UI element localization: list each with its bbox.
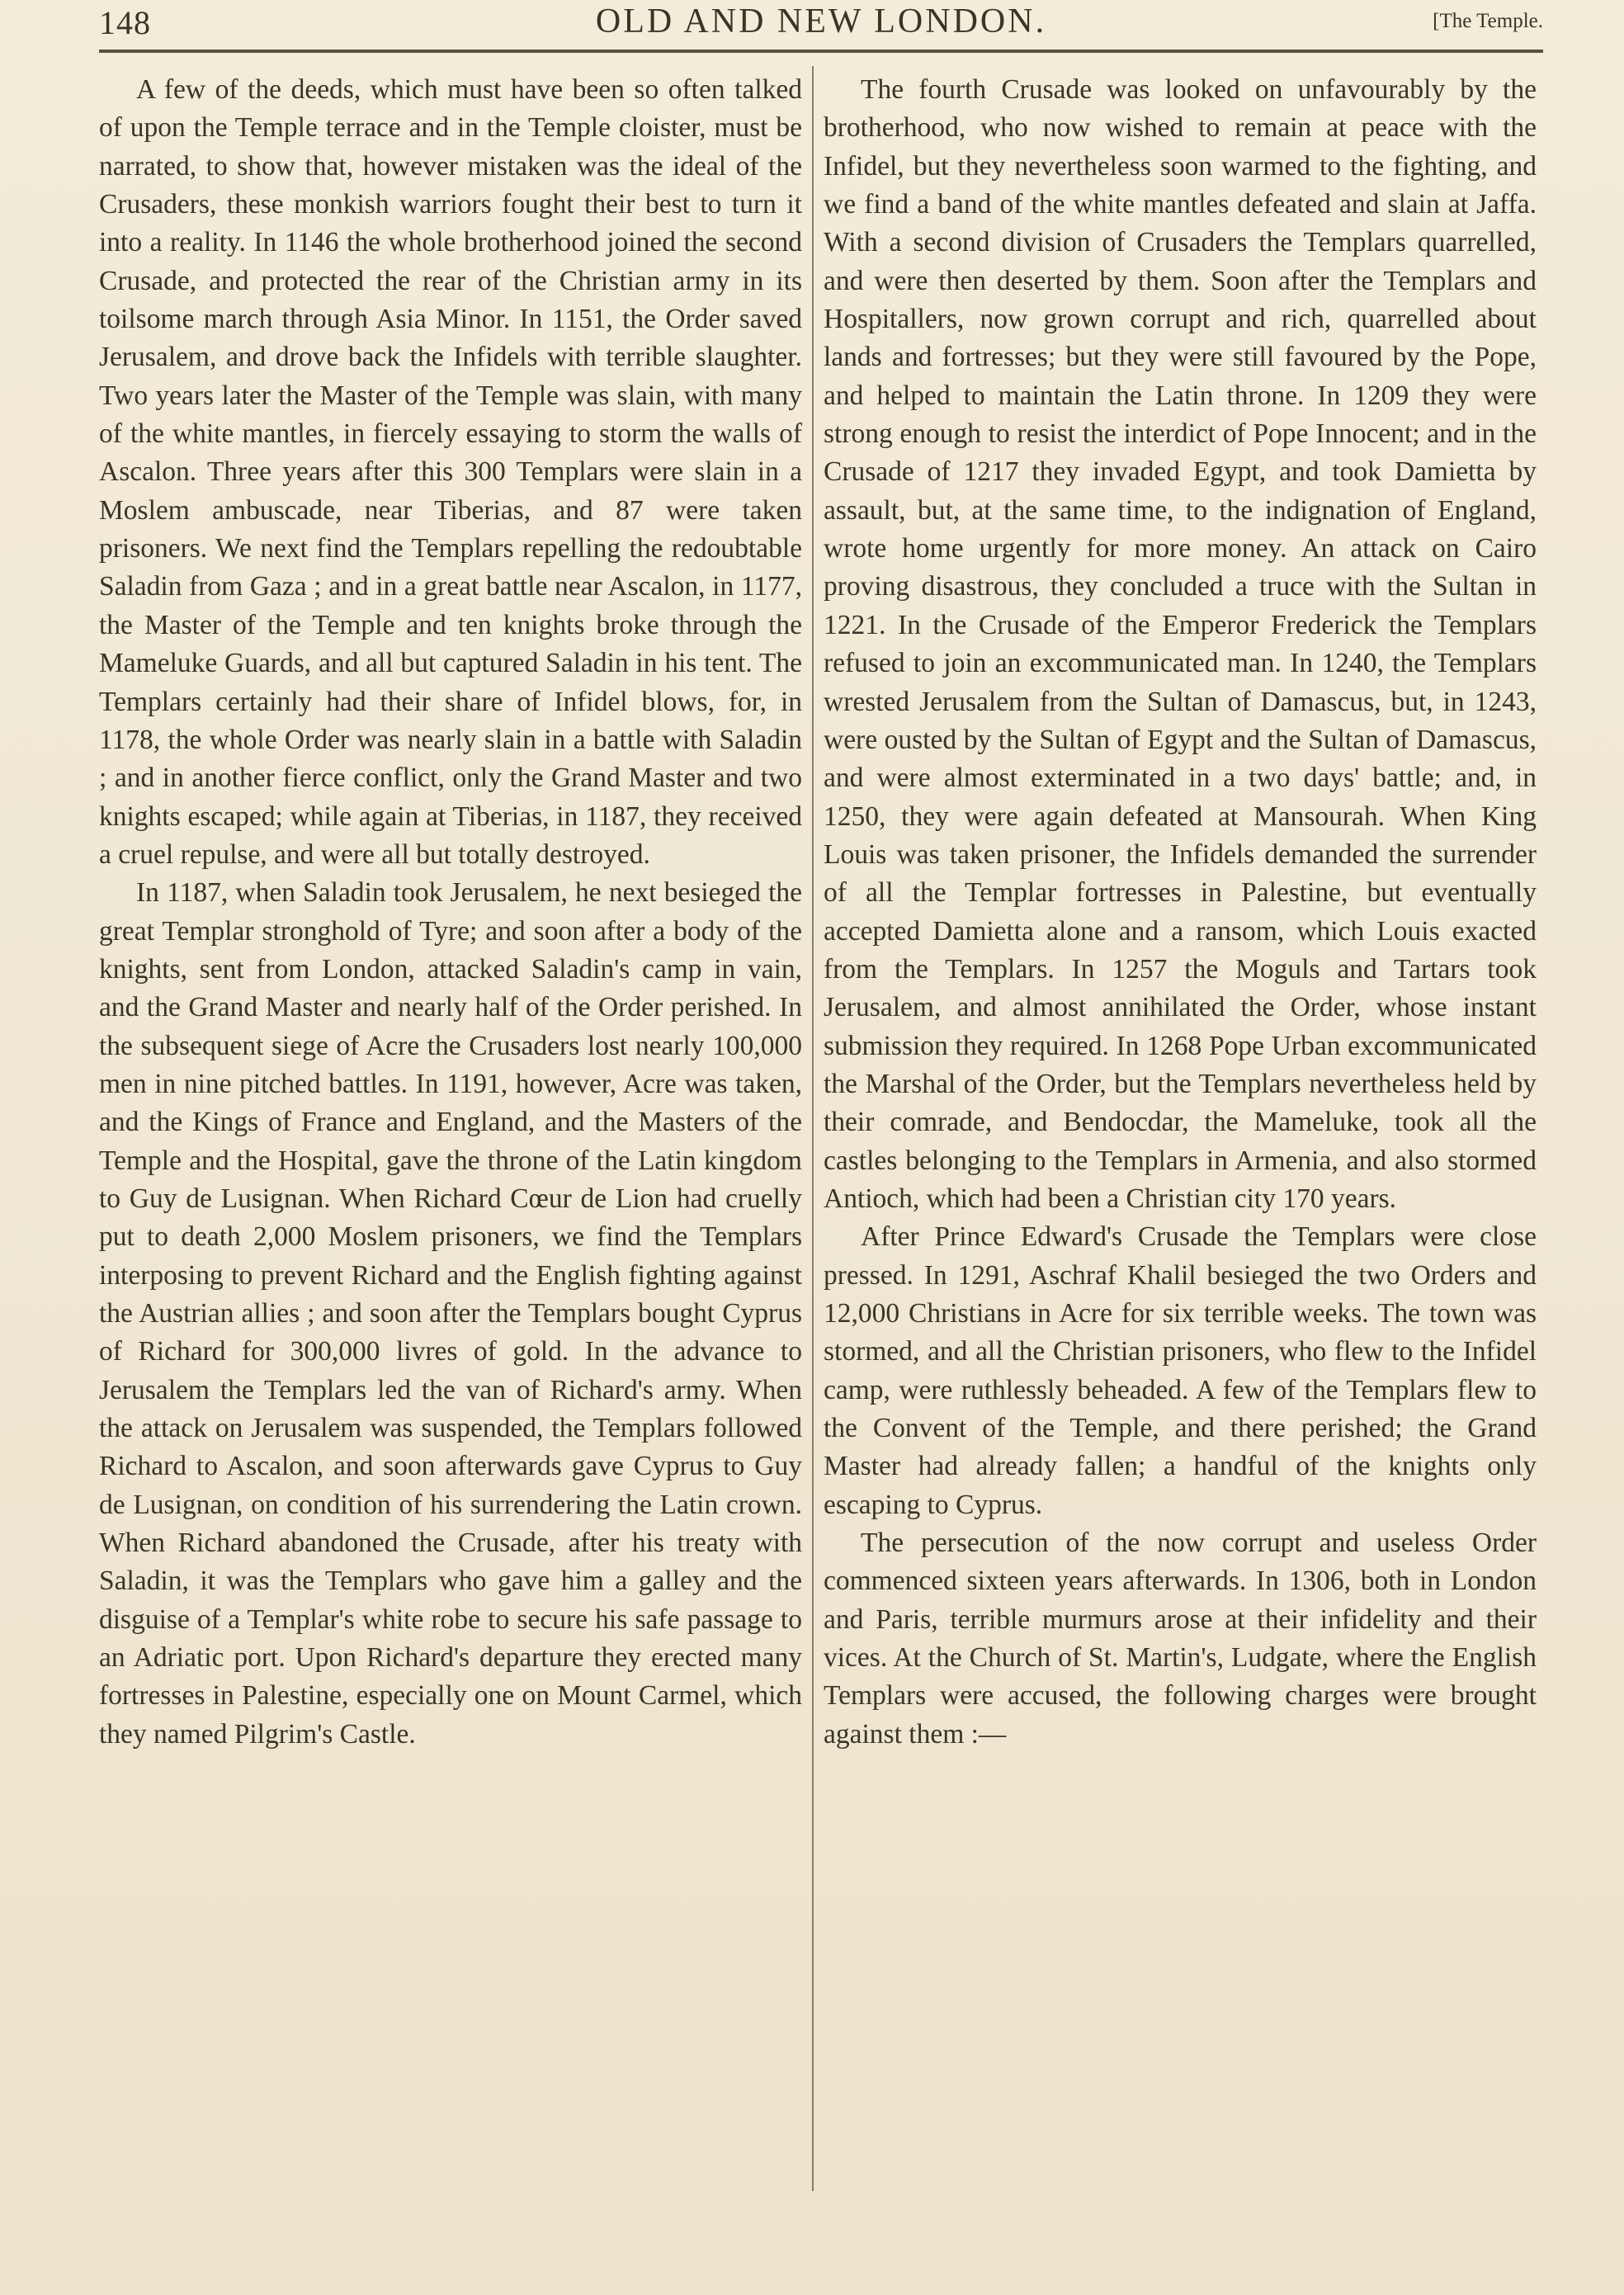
paragraph: The persecution of the now corrupt and useless Order commenced sixteen years afterwards. In 1306, both in London and Paris, terrible murmurs arose at their infidelity and their vices. At the Church of St. Martin's, Ludgate, where the English Templars were accused, the following charges were brought against them :—	[824, 1528, 1537, 1750]
page-header	[99, 0, 1543, 46]
page-number: 148	[99, 4, 151, 41]
paragraph: A few of the deeds, which must have been so often talked of upon the Temple terrace and in the Temple cloister, must be narrated, to show that, however mistaken was the ideal of the Crusaders, these monkish warriors fought their best to turn it into a reality. In 1146 the whole brotherhood joined the second Crusade, and protected the rear of the Christian army in its toilsome march through Asia Minor. In 1151, the Order saved Jerusalem, and drove back the Infidels with terrible slaughter. Two years later the Master of the Temple was slain, with many of the white mantles, in fiercely essaying to storm the walls of Ascalon. Three years after this 300 Templars were slain in a Moslem ambuscade, near Tiberias, and 87 were taken prisoners. We next find the Templars repelling the redoubtable Saladin from Gaza ; and in a great battle near Ascalon, in 1177, the Master of the Temple and ten knights broke through the Mameluke Guards, and all but captured Saladin in his tent. The Templars certainly had their share of Infidel blows, for, in 1178, the whole Order was nearly slain in a battle with Saladin ; and in another fierce conflict, only the Grand Master and two knights escaped; while again at Tiberias, in 1187, they received a cruel repulse, and were all but totally destroyed.	[99, 74, 802, 870]
header-rule	[99, 50, 1543, 53]
right-column	[824, 71, 1537, 1754]
column-divider	[812, 66, 814, 2191]
paragraph: In 1187, when Saladin took Jerusalem, he next besieged the great Templar stronghold of Tyre; and soon after a body of the knights, sent from London, attacked Saladin's camp in vain, and the Grand Master and nearly half of the Order perished. In the subsequent siege of Acre the Crusaders lost nearly 100,000 men in nine pitched battles. In 1191, however, Acre was taken, and the Kings of France and England, and the Masters of the Temple and the Hospital, gave the throne of the Latin kingdom to Guy de Lusignan. When Richard Cœur de Lion had cruelly put to death 2,000 Moslem prisoners, we find the Templars interposing to prevent Richard and the English fighting against the Austrian allies ; and soon after the Templars bought Cyprus of Richard for 300,000 livres of gold. In the advance to Jerusalem the Templars led the van of Richard's army. When the attack on Jerusalem was suspended, the Templars followed Richard to Ascalon, and soon afterwards gave Cyprus to Guy de Lusignan, on condition of his surrendering the Latin crown. When Richard abandoned the Crusade, after his treaty with Saladin, it was the Templars who gave him a galley and the disguise of a Templar's white robe to secure his safe passage to an Adriatic port. Upon Richard's departure they erected many fortresses in Palestine, especially one on Mount Carmel, which they named Pilgrim's Castle.	[99, 877, 802, 1750]
paragraph: The fourth Crusade was looked on unfavourably by the brotherhood, who now wished to remain at peace with the Infidel, but they nevertheless soon warmed to the fighting, and we find a band of the white mantles defeated and slain at Jaffa. With a second division of Crusaders the Templars quarrelled, and were then deserted by them. Soon after the Templars and Hospitallers, now grown corrupt and rich, quarrelled about lands and fortresses; but they were still favoured by the Pope, and helped to maintain the Latin throne. In 1209 they were strong enough to resist the interdict of Pope Innocent; and in the Crusade of 1217 they invaded Egypt, and took Damietta by assault, but, at the same time, to the indignation of England, wrote home urgently for more money. An attack on Cairo proving disastrous, they concluded a truce with the Sultan in 1221. In the Crusade of the Emperor Frederick the Templars refused to join an excommunicated man. In 1240, the Templars wrested Jerusalem from the Sultan of Damascus, but, in 1243, were ousted by the Sultan of Egypt and the Sultan of Damascus, and were almost exterminated in a two days' battle; and, in 1250, they were again defeated at Mansourah. When King Louis was taken prisoner, the Infidels demanded the surrender of all the Templar fortresses in Palestine, but eventually accepted Damietta alone and a ransom, which Louis exacted from the Templars. In 1257 the Moguls and Tartars took Jerusalem, and almost annihilated the Order, whose instant submission they required. In 1268 Pope Urban excommunicated the Marshal of the Order, but the Templars nevertheless held by their comrade, and Bendocdar, the Mameluke, took all the castles belonging to the Templars in Armenia, and also stormed Antioch, which had been a Christian city 170 years.	[824, 74, 1537, 1214]
section-tag: [The Temple.	[1433, 10, 1543, 32]
running-title: OLD AND NEW LONDON.	[595, 2, 1047, 40]
left-column	[99, 71, 802, 1754]
paragraph: After Prince Edward's Crusade the Templars were close pressed. In 1291, Aschraf Khalil besieged the two Orders and 12,000 Christians in Acre for six terrible weeks. The town was stormed, and all the Christian prisoners, who flew to the Infidel camp, were ruthlessly beheaded. A few of the Templars flew to the Convent of the Temple, and there perished; the Grand Master had already fallen; a handful of the knights only escaping to Cyprus.	[824, 1221, 1537, 1520]
